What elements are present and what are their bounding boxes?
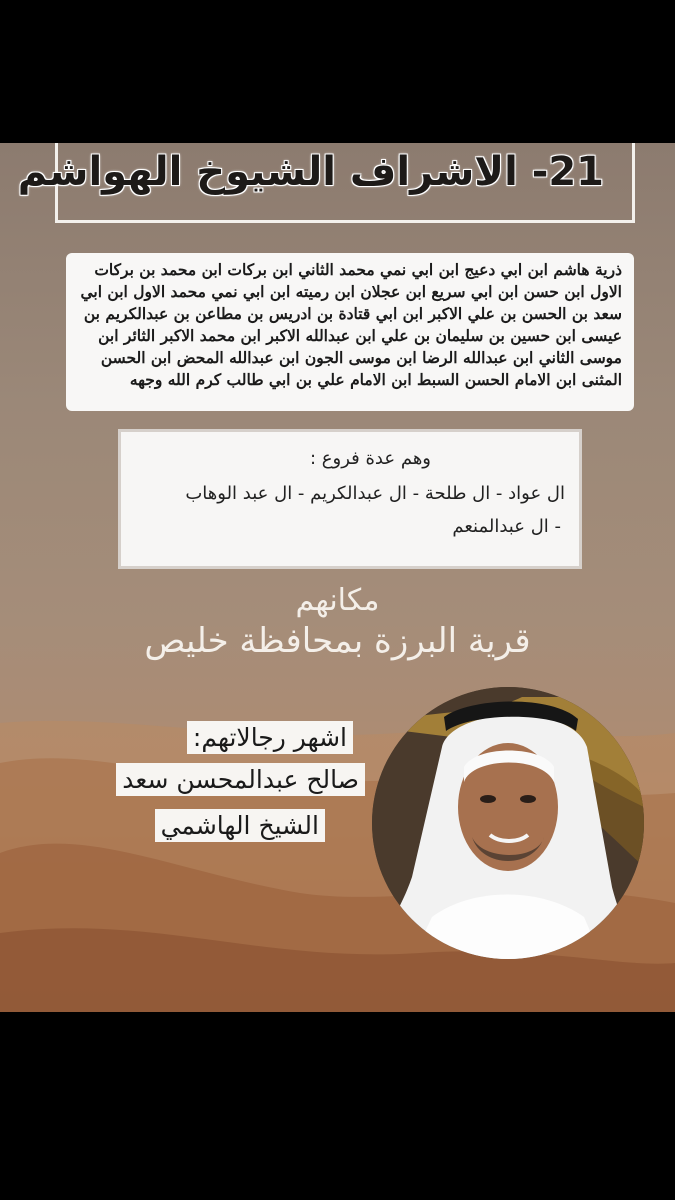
famous-man-title-text: الشيخ الهاشمي	[155, 809, 325, 842]
places-value: قرية البرزة بمحافظة خليص	[144, 621, 531, 661]
portrait-photo	[372, 687, 644, 959]
famous-man-name	[116, 765, 365, 794]
famous-men-label-text: اشهر رجالاتهم:	[187, 721, 353, 754]
branches-intro: وهم عدة فروع :	[310, 448, 431, 469]
famous-man-name-text: صالح عبدالمحسن سعد	[116, 763, 365, 796]
poster	[0, 143, 675, 1012]
branches-box	[118, 429, 582, 569]
lineage-text-box	[66, 253, 634, 411]
page-title: 21- الاشراف الشيوخ الهواشم	[17, 149, 604, 195]
places-label: مكانهم	[295, 583, 380, 618]
branches-list-line1: ال عواد - ال طلحة - ال عبدالكريم - ال عبد الوهاب	[185, 483, 565, 504]
famous-man-title	[155, 811, 325, 840]
lineage-text: ذرية هاشم ابن ابي دعيج ابن ابي نمي محمد الثاني ابن بركات ابن محمد بن بركات الاول ابن حسن ابن ابي سريع ابن عجلان ابن رميته ابن ابي نمي محمد الاول ابن ابي سعد بن الحسن بن علي الاكبر ابن ابي قتادة بن ادريس بن مطاعن بن عبدالكريم بن عيسى ابن حسين بن سليمان بن علي ابن عبدالله الاكبر ابن محمد الاكبر الثائر ابن موسى الثاني ابن عبدالله الرضا ابن موسى الجون ابن عبدالله المحض ابن الحسن المثنى ابن الامام الحسن السبط ابن الامام علي بن ابي طالب كرم الله وجهه	[80, 260, 622, 389]
famous-men-label	[187, 723, 353, 752]
portrait-illustration	[372, 687, 644, 959]
branches-list-line2: - ال عبدالمنعم	[452, 516, 561, 537]
title-frame	[17, 143, 635, 223]
